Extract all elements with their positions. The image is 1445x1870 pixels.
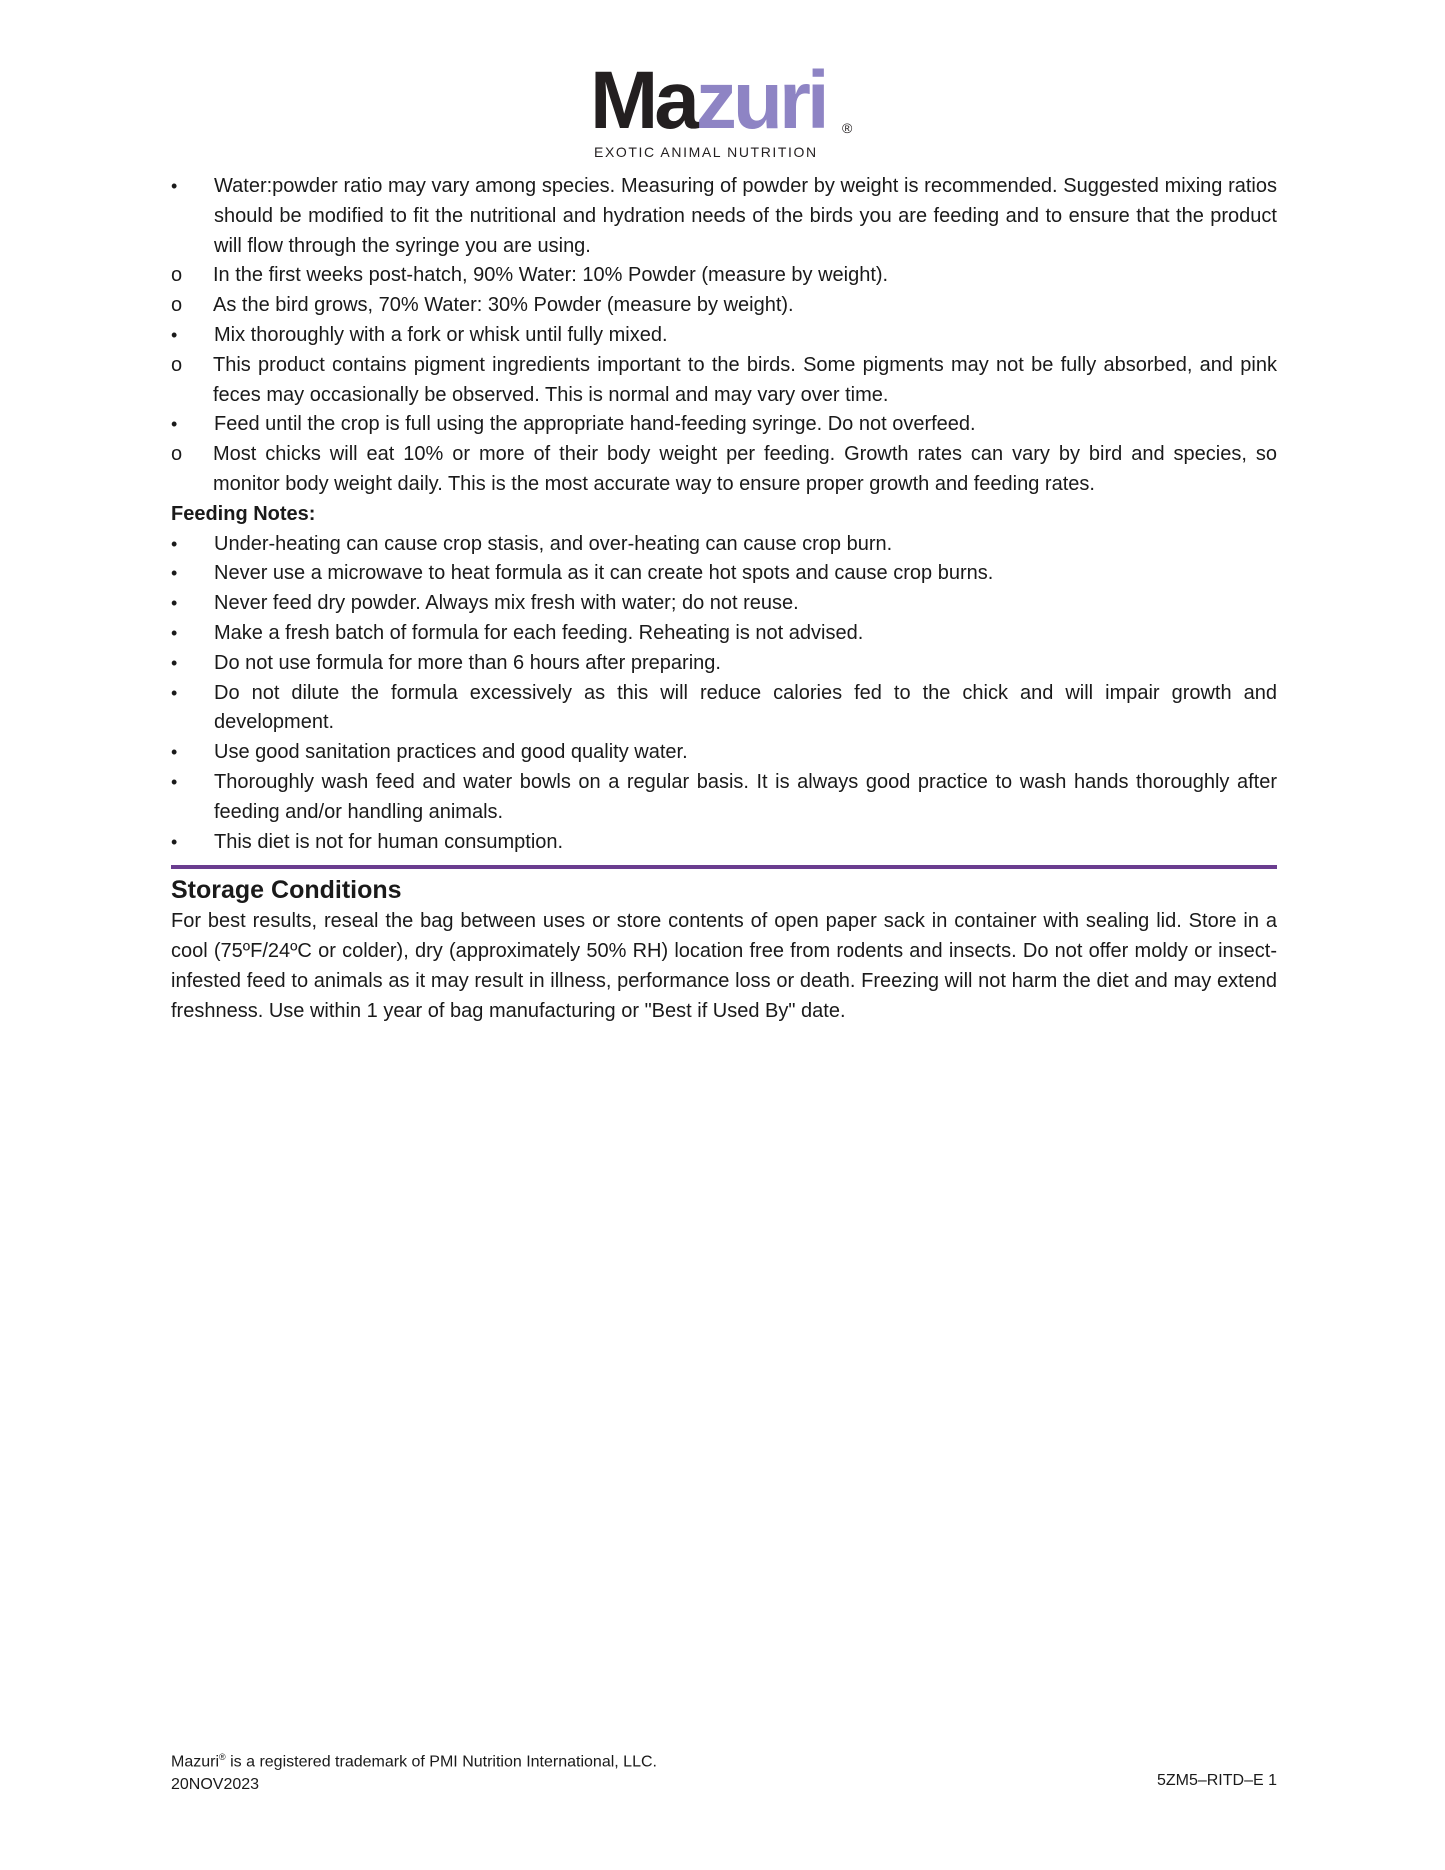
- feeding-notes-list: [171, 530, 1277, 858]
- mixing-instructions-list: [171, 321, 1277, 351]
- sub-list-item: o In the first weeks post-hatch, 90% Water: 10% Powder (measure by weight).: [171, 261, 1277, 291]
- feeding-notes-heading: Feeding Notes:: [171, 502, 316, 525]
- sub-list-item: o This product contains pigment ingredients important to the birds. Some pigments may not be fully absorbed, and pink feces may occasionally be observed. This is normal and may vary over time.: [171, 351, 1277, 411]
- storage-conditions-text: For best results, reseal the bag between uses or store contents of open paper sack in container with sealing lid. Store in a cool (75ºF/24ºC or colder), dry (approximately 50% RH) location free from rodents and insects. Do not offer moldy or insect-infested feed to animals as it may result in illness, performance loss or death. Freezing will not harm the diet and may extend freshness. Use within 1 year of bag manufacturing or "Best if Used By" date.: [171, 910, 1277, 1022]
- document-date: 20NOV2023: [171, 1776, 260, 1794]
- list-item: • Use good sanitation practices and good quality water.: [171, 738, 1277, 768]
- trademark-notice: Mazuri® is a registered trademark of PMI Nutrition International, LLC.: [171, 1752, 657, 1771]
- list-item: • Never feed dry powder. Always mix fresh with water; do not reuse.: [171, 589, 1277, 619]
- mixing-instructions-list: [171, 410, 1277, 440]
- list-item: • Do not dilute the formula excessively as this will reduce calories fed to the chick and will impair growth and development.: [171, 679, 1277, 739]
- list-item: • Never use a microwave to heat formula as it can create hot spots and cause crop burns.: [171, 559, 1277, 589]
- list-item: • Under-heating can cause crop stasis, and over-heating can cause crop burn.: [171, 530, 1277, 560]
- mixing-instructions-list: [171, 172, 1277, 261]
- list-item: • This diet is not for human consumption.: [171, 828, 1277, 858]
- logo-wordmark: Mazuri: [590, 55, 826, 146]
- document-body: [171, 172, 1277, 1027]
- sub-list-item: o Most chicks will eat 10% or more of their body weight per feeding. Growth rates can vary by bird and species, so monitor body weight daily. This is the most accurate way to ensure proper growth and feeding rates.: [171, 440, 1277, 500]
- list-item: • Water:powder ratio may vary among species. Measuring of powder by weight is recommended. Suggested mixing ratios should be modified to fit the nutritional and hydration needs of the birds you are feeding and to ensure that the product will flow through the syringe you are using.: [171, 172, 1277, 261]
- section-divider: [171, 865, 1277, 869]
- list-item: • Mix thoroughly with a fork or whisk until fully mixed.: [171, 321, 1277, 351]
- logo-tagline: EXOTIC ANIMAL NUTRITION: [594, 144, 818, 160]
- list-item: • Do not use formula for more than 6 hours after preparing.: [171, 649, 1277, 679]
- list-item: • Feed until the crop is full using the appropriate hand-feeding syringe. Do not overfeed.: [171, 410, 1277, 440]
- storage-conditions-heading: Storage Conditions: [171, 876, 402, 905]
- page-footer: [171, 1746, 1277, 1796]
- sub-list: [171, 440, 1277, 500]
- list-item: • Thoroughly wash feed and water bowls on a regular basis. It is always good practice to wash hands thoroughly after feeding and/or handling animals.: [171, 768, 1277, 828]
- sub-list: [171, 261, 1277, 321]
- mazuri-logo: [590, 55, 860, 162]
- sub-list: [171, 351, 1277, 411]
- list-item: • Make a fresh batch of formula for each feeding. Reheating is not advised.: [171, 619, 1277, 649]
- logo-registered-mark: ®: [842, 120, 853, 136]
- document-code: 5ZM5–RITD–E 1: [1156, 1772, 1277, 1789]
- sub-list-item: o As the bird grows, 70% Water: 30% Powder (measure by weight).: [171, 291, 1277, 321]
